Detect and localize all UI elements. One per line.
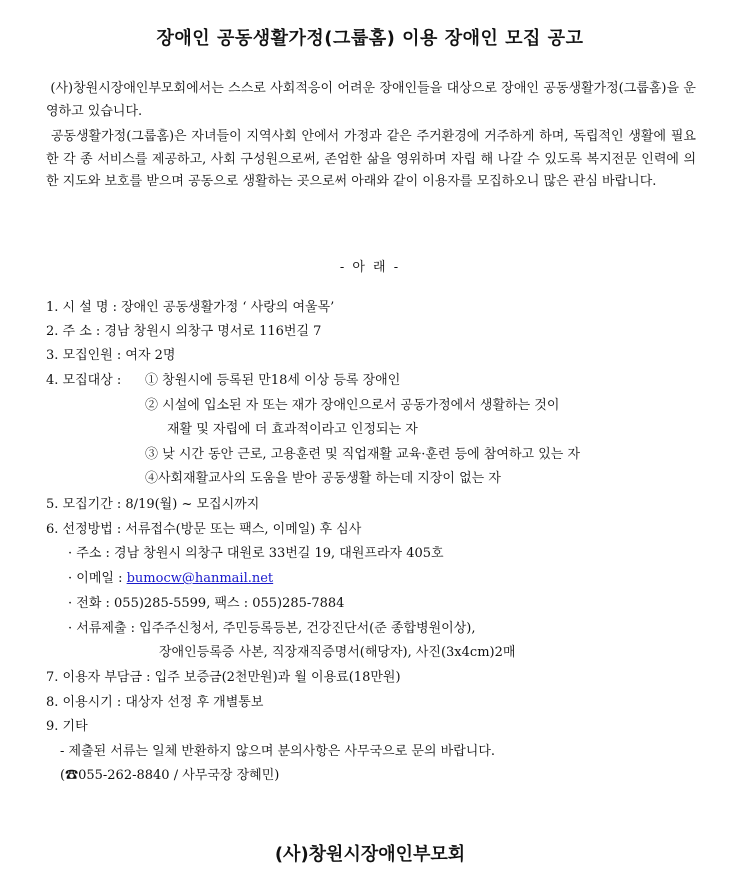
item-facility: 1. 시 설 명 : 장애인 공동생활가정 ‘ 사랑의 여울목’ [46,300,335,315]
item-method-phone: · 전화 : 055)285-5599, 팩스 : 055)285-7884 [68,596,345,611]
email-label: · 이메일 : [68,571,127,586]
item-etc: 9. 기타 [46,719,88,734]
item-method-address: · 주소 : 경남 창원시 의창구 대원로 33번길 19, 대원프라자 405호 [68,546,444,561]
item-etc-contact: (☎055-262-8840 / 사무국장 장혜민) [60,768,280,783]
item-method-docs-a: · 서류제출 : 입주주신청서, 주민등록등본, 건강진단서(준 종합병원이상), [68,621,476,636]
email-link[interactable]: bumocw@hanmail.net [126,571,274,586]
item-recruit-count: 3. 모집인원 : 여자 2명 [46,348,176,363]
intro-paragraph-2: 공동생활가정(그룹홈)은 자녀들이 지역사회 안에서 가정과 같은 주거환경에 거주하게 하며, 독립적인 생활에 필요한 각 종 서비스를 제공하고, 사회 구성원으로써, 존엄한 삶을 영위하며 자립 해 나갈 수 있도록 복지전문 인력에 의한 지도와 보호를 받으며 공동으로 생활하는 곳으로써 아래와 같이 이용자를 모집하오니 많은 관심 바랍니다. [46,129,696,189]
item-fee: 7. 이용자 부담금 : 입주 보증금(2천만원)과 월 이용료(18만원) [46,670,401,685]
item-method-docs-b: 장애인등록증 사본, 직장재직증명서(해당자), 사진(3x4cm)2매 [159,645,516,660]
item-start: 8. 이용시기 : 대상자 선정 후 개별통보 [46,695,264,710]
item-target-2b: 재활 및 자립에 더 효과적이라고 인정되는 자 [167,422,418,437]
item-method-email [68,569,273,589]
notice-title: 장애인 공동생활가정(그룹홈) 이용 장애인 모집 공고 [156,28,584,49]
item-target-2a: ② 시설에 입소된 자 또는 재가 장애인으로서 공동가정에서 생활하는 것이 [145,398,560,413]
item-method: 6. 선정방법 : 서류접수(방문 또는 팩스, 이메일) 후 심사 [46,522,362,537]
item-address: 2. 주 소 : 경남 창원시 의창구 명서로 116번길 7 [46,324,322,339]
item-period: 5. 모집기간 : 8/19(월) ~ 모집시까지 [46,497,260,512]
intro-paragraph-1: (사)창원시장애인부모회에서는 스스로 사회적응이 어려운 장애인들을 대상으로 장애인 공동생활가정(그룹홈)을 운영하고 있습니다. [46,81,696,119]
item-etc-note: - 제출된 서류는 일체 반환하지 않으며 분의사항은 사무국으로 문의 바랍니다. [60,744,496,759]
item-target-1: ① 창원시에 등록된 만18세 이상 등록 장애인 [145,373,401,388]
section-divider-ara: - 아 래 - [339,260,401,275]
organization-signature: (사)창원시장애인부모회 [274,844,466,865]
item-target-3: ③ 낮 시간 동안 근로, 고용훈련 및 직업재활 교육·훈련 등에 참여하고 있는 자 [145,447,581,462]
item-target-label: 4. 모집대상 : [46,373,122,388]
intro-section [46,78,696,194]
item-target-4: ④사회재활교사의 도움을 받아 공동생활 하는데 지장이 없는 자 [145,471,501,486]
